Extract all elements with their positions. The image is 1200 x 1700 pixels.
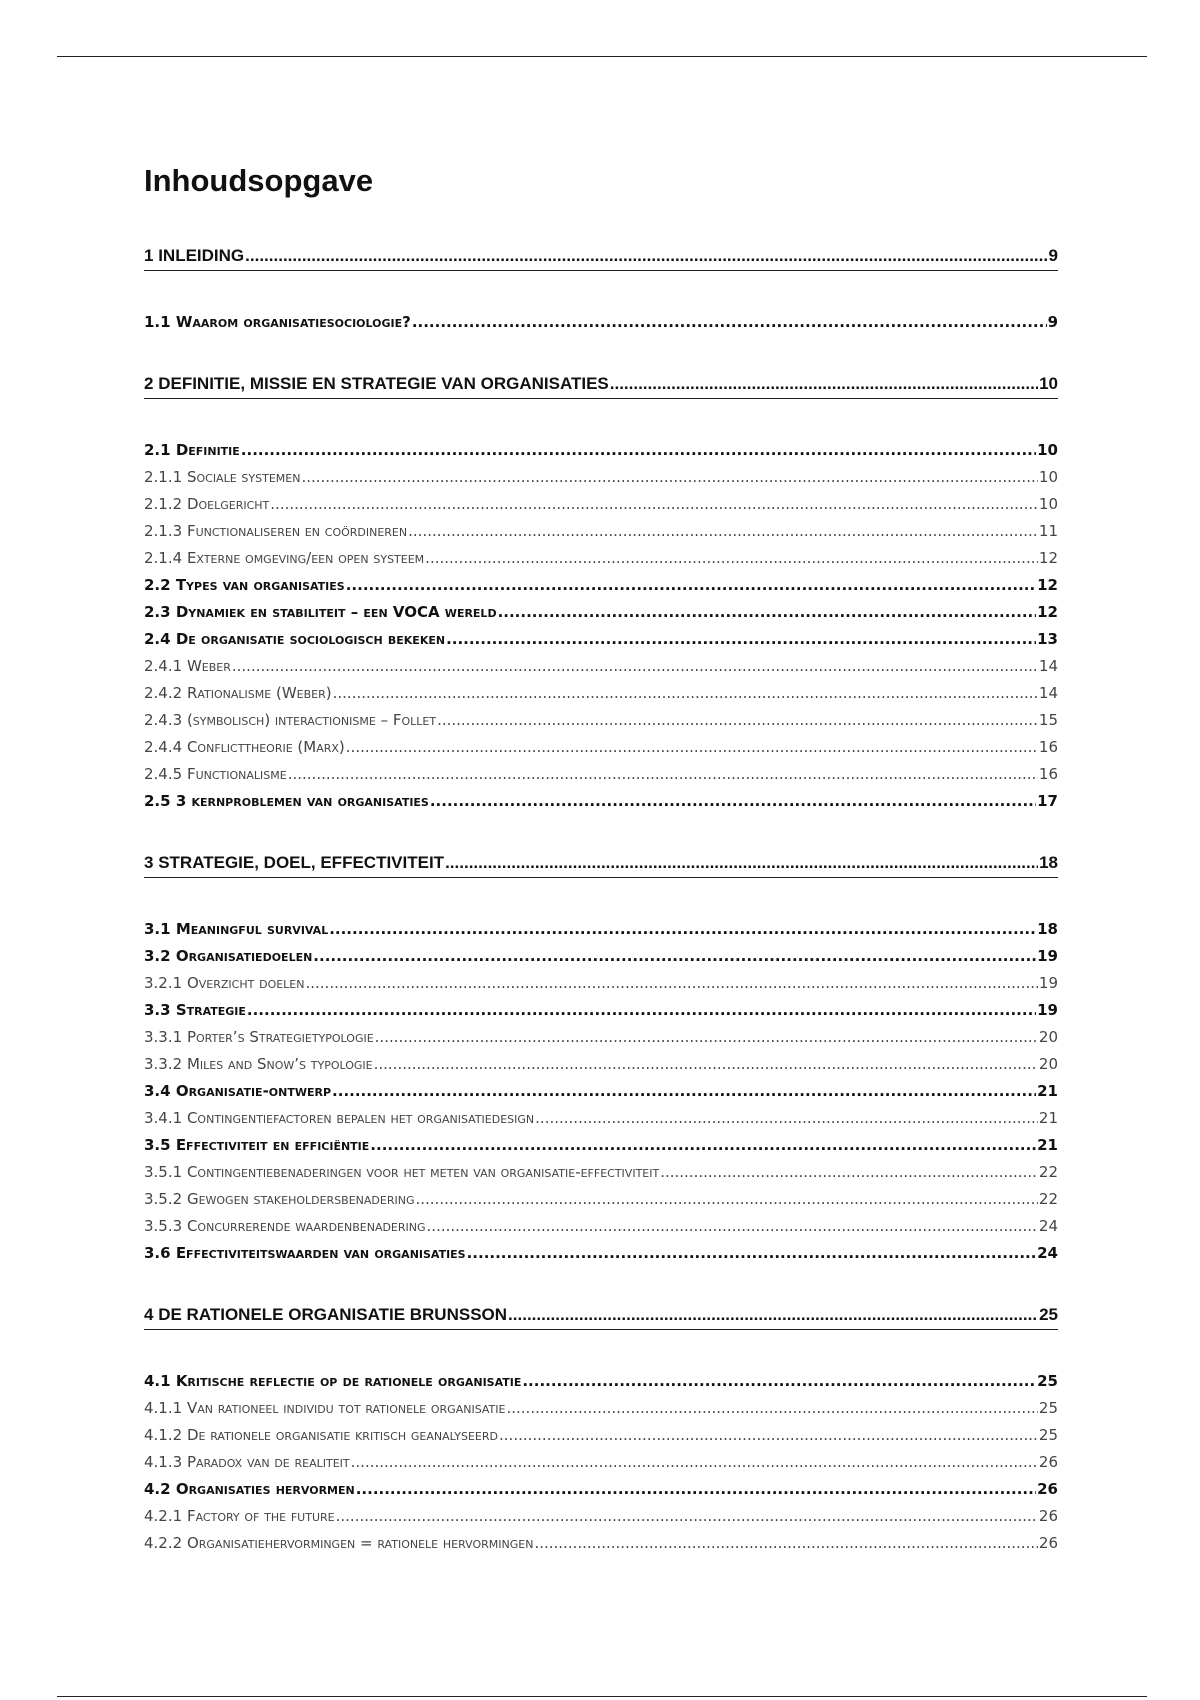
toc-text: Waarom organisatiesociologie?	[175, 313, 411, 331]
toc-text: Meaningful survival	[175, 920, 329, 938]
toc-entry-3-3[interactable]	[144, 997, 1058, 1024]
toc-text: Concurrerende waardenbenadering	[186, 1217, 426, 1235]
dot-leader	[329, 916, 1036, 943]
toc-number: 4.1	[144, 1372, 171, 1390]
dot-leader	[427, 1213, 1038, 1240]
toc-entry-4-1-3[interactable]	[144, 1449, 1058, 1476]
toc-entry-2-4-1[interactable]	[144, 653, 1058, 680]
toc-entry-4-2-1[interactable]	[144, 1503, 1058, 1530]
toc-page-number: 18	[1039, 853, 1058, 872]
toc-entry-3-5-2[interactable]	[144, 1186, 1058, 1213]
dot-leader	[534, 1530, 1037, 1557]
toc-number: 3.3.1	[144, 1028, 183, 1046]
toc-entry-3-6[interactable]	[144, 1240, 1058, 1267]
toc-number: 3	[144, 853, 154, 872]
toc-number: 2.4.3	[144, 711, 183, 729]
toc-entry-3-4-1[interactable]	[144, 1105, 1058, 1132]
toc-number: 3.6	[144, 1244, 171, 1262]
dot-leader	[437, 707, 1038, 734]
dot-leader	[351, 1449, 1038, 1476]
dot-leader	[445, 851, 1038, 875]
toc-text: Functionaliseren en coördineren	[186, 522, 408, 540]
toc-entry-2-1-3[interactable]	[144, 518, 1058, 545]
toc-text: DE RATIONELE ORGANISATIE BRUNSSON	[158, 1305, 508, 1324]
toc-number: 2.1.2	[144, 495, 183, 513]
toc-page-number: 9	[1048, 246, 1058, 265]
dot-leader	[375, 1024, 1038, 1051]
toc-number: 4.2.2	[144, 1534, 183, 1552]
toc-page-number: 12	[1037, 603, 1058, 621]
toc-entry-1-1[interactable]	[144, 309, 1058, 336]
toc-number: 2.4.5	[144, 765, 183, 783]
dot-leader	[610, 372, 1038, 396]
toc-page-number: 9	[1047, 313, 1058, 331]
toc-entry-4-2-2[interactable]	[144, 1530, 1058, 1557]
toc-number: 3.2	[144, 947, 171, 965]
toc-entry-2-1-1[interactable]	[144, 464, 1058, 491]
toc-entry-2-1[interactable]	[144, 437, 1058, 464]
toc-text: Weber	[186, 657, 231, 675]
toc-page-number: 25	[1037, 1372, 1058, 1390]
toc-entry-4-1-1[interactable]	[144, 1395, 1058, 1422]
toc-text: Dynamiek en stabiliteit – een VOCA wereld	[175, 603, 497, 621]
toc-entry-3-1[interactable]	[144, 916, 1058, 943]
toc-entry-3-3-2[interactable]	[144, 1051, 1058, 1078]
toc-number: 3.3	[144, 1001, 171, 1019]
toc-entry-3-2-1[interactable]	[144, 970, 1058, 997]
toc-page-number: 26	[1038, 1507, 1058, 1525]
toc-text: Effectiviteitswaarden van organisaties	[175, 1244, 466, 1262]
toc-page-number: 19	[1037, 947, 1058, 965]
toc-number: 4.1.3	[144, 1453, 183, 1471]
toc-text: INLEIDING	[158, 246, 245, 265]
toc-page-number: 10	[1037, 441, 1058, 459]
toc-page-number: 26	[1037, 1480, 1058, 1498]
toc-number: 3.4.1	[144, 1109, 183, 1127]
dot-leader	[412, 309, 1047, 336]
toc-entry-2-2[interactable]	[144, 572, 1058, 599]
toc-number: 3.5.2	[144, 1190, 183, 1208]
dot-leader	[499, 1422, 1038, 1449]
dot-leader	[288, 761, 1038, 788]
dot-leader	[356, 1476, 1036, 1503]
toc-page-number: 12	[1037, 576, 1058, 594]
toc-text: Rationalisme (Weber)	[186, 684, 332, 702]
toc-page-number: 14	[1038, 657, 1058, 675]
toc-number: 4.2.1	[144, 1507, 183, 1525]
toc-entry-3-5-1[interactable]	[144, 1159, 1058, 1186]
toc-page-number: 10	[1038, 468, 1058, 486]
toc-entry-chapter-2[interactable]	[144, 372, 1058, 399]
toc-entry-3-3-1[interactable]	[144, 1024, 1058, 1051]
toc-page-number: 18	[1037, 920, 1058, 938]
toc-page-number: 25	[1038, 1426, 1058, 1444]
toc-text: Types van organisaties	[175, 576, 345, 594]
dot-leader	[374, 1051, 1038, 1078]
dot-leader	[506, 1395, 1037, 1422]
toc-entry-4-2[interactable]	[144, 1476, 1058, 1503]
toc-page-number: 25	[1038, 1399, 1058, 1417]
dot-leader	[336, 1503, 1038, 1530]
toc-page-number: 24	[1037, 1244, 1058, 1262]
toc-page-number: 22	[1038, 1163, 1058, 1181]
dot-leader	[446, 626, 1036, 653]
toc-page-number: 26	[1038, 1534, 1058, 1552]
toc-number: 2.1.4	[144, 549, 183, 567]
toc-entry-2-5[interactable]	[144, 788, 1058, 815]
dot-leader	[408, 518, 1038, 545]
toc-number: 3.2.1	[144, 974, 183, 992]
toc-text: Factory of the future	[186, 1507, 335, 1525]
toc-number: 2.1.1	[144, 468, 183, 486]
dot-leader	[305, 970, 1037, 997]
toc-page-number: 10	[1038, 495, 1058, 513]
toc-number: 1.1	[144, 313, 171, 331]
toc-text: Organisaties hervormen	[175, 1480, 355, 1498]
toc-entry-chapter-3[interactable]	[144, 851, 1058, 878]
toc-text: De organisatie sociologisch bekeken	[175, 630, 446, 648]
toc-text: (symbolisch) interactionisme – Follet	[186, 711, 437, 729]
toc-page-number: 10	[1039, 374, 1058, 393]
table-of-contents	[144, 244, 1058, 1557]
dot-leader	[346, 572, 1036, 599]
toc-text: Functionalisme	[186, 765, 287, 783]
toc-number: 2.4.4	[144, 738, 183, 756]
toc-page-number: 19	[1037, 1001, 1058, 1019]
toc-text: Doelgericht	[186, 495, 270, 513]
toc-page-number: 20	[1038, 1055, 1058, 1073]
toc-page-number: 16	[1038, 738, 1058, 756]
toc-text: Contingentiebenaderingen voor het meten van organisatie-effectiviteit	[186, 1163, 660, 1181]
toc-number: 4	[144, 1305, 154, 1324]
toc-page-number: 25	[1039, 1305, 1058, 1324]
toc-text: STRATEGIE, DOEL, EFFECTIVITEIT	[158, 853, 445, 872]
toc-text: Organisatie-ontwerp	[175, 1082, 332, 1100]
dot-leader	[232, 653, 1038, 680]
toc-text: Paradox van de realiteit	[186, 1453, 350, 1471]
toc-page-number: 13	[1037, 630, 1058, 648]
dot-leader	[522, 1368, 1036, 1395]
toc-page-number: 11	[1038, 522, 1058, 540]
dot-leader	[467, 1240, 1037, 1267]
toc-text: De rationele organisatie kritisch geanalyseerd	[186, 1426, 499, 1444]
dot-leader	[370, 1132, 1036, 1159]
toc-number: 4.1.2	[144, 1426, 183, 1444]
toc-number: 4.1.1	[144, 1399, 183, 1417]
toc-page-number: 12	[1038, 549, 1058, 567]
toc-entry-2-1-2[interactable]	[144, 491, 1058, 518]
toc-text: Kritische reflectie op de rationele organisatie	[175, 1372, 522, 1390]
dot-leader	[245, 244, 1047, 268]
toc-text: DEFINITIE, MISSIE EN STRATEGIE VAN ORGANISATIES	[158, 374, 609, 393]
toc-text: Gewogen stakeholdersbenadering	[186, 1190, 415, 1208]
toc-page-number: 21	[1038, 1109, 1058, 1127]
toc-number: 2.4.2	[144, 684, 183, 702]
toc-entry-chapter-4[interactable]	[144, 1303, 1058, 1330]
dot-leader	[346, 734, 1038, 761]
toc-page-number: 14	[1038, 684, 1058, 702]
toc-text: Definitie	[175, 441, 240, 459]
toc-entry-2-3[interactable]	[144, 599, 1058, 626]
toc-text: 3 kernproblemen van organisaties	[175, 792, 429, 810]
toc-number: 3.3.2	[144, 1055, 183, 1073]
toc-entry-2-1-4[interactable]	[144, 545, 1058, 572]
toc-entry-4-1-2[interactable]	[144, 1422, 1058, 1449]
toc-page-number: 16	[1038, 765, 1058, 783]
toc-number: 2.3	[144, 603, 171, 621]
dot-leader	[301, 464, 1037, 491]
toc-page-number: 19	[1038, 974, 1058, 992]
toc-text: Conflicttheorie (Marx)	[186, 738, 345, 756]
toc-text: Porter’s Strategietypologie	[186, 1028, 374, 1046]
toc-page-number: 26	[1038, 1453, 1058, 1471]
dot-leader	[241, 437, 1036, 464]
toc-text: Contingentiefactoren bepalen het organisatiedesign	[186, 1109, 535, 1127]
toc-text: Overzicht doelen	[186, 974, 305, 992]
toc-text: Effectiviteit en efficiëntie	[175, 1136, 370, 1154]
toc-entry-2-4-4[interactable]	[144, 734, 1058, 761]
dot-leader	[535, 1105, 1038, 1132]
dot-leader	[660, 1159, 1038, 1186]
toc-entry-4-1[interactable]	[144, 1368, 1058, 1395]
toc-entry-2-4-3[interactable]	[144, 707, 1058, 734]
toc-number: 2.4.1	[144, 657, 183, 675]
toc-entry-2-4-2[interactable]	[144, 680, 1058, 707]
toc-text: Strategie	[175, 1001, 246, 1019]
toc-page-number: 22	[1038, 1190, 1058, 1208]
toc-entry-3-5-3[interactable]	[144, 1213, 1058, 1240]
dot-leader	[425, 545, 1038, 572]
toc-number: 3.5.3	[144, 1217, 183, 1235]
toc-text: Externe omgeving/een open systeem	[186, 549, 425, 567]
toc-number: 2.1	[144, 441, 171, 459]
toc-number: 1	[144, 246, 154, 265]
toc-number: 3.5.1	[144, 1163, 183, 1181]
page-title: Inhoudsopgave	[144, 163, 374, 198]
dot-leader	[430, 788, 1036, 815]
toc-number: 3.4	[144, 1082, 171, 1100]
toc-number: 3.5	[144, 1136, 171, 1154]
dot-leader	[313, 943, 1036, 970]
toc-number: 2	[144, 374, 154, 393]
toc-page-number: 15	[1038, 711, 1058, 729]
toc-entry-3-5[interactable]	[144, 1132, 1058, 1159]
dot-leader	[270, 491, 1038, 518]
toc-number: 2.1.3	[144, 522, 183, 540]
toc-entry-2-4[interactable]	[144, 626, 1058, 653]
toc-text: Organisatiehervormingen = rationele hervormingen	[186, 1534, 534, 1552]
toc-page-number: 17	[1037, 792, 1058, 810]
toc-text: Van rationeel individu tot rationele organisatie	[186, 1399, 506, 1417]
toc-entry-3-2[interactable]	[144, 943, 1058, 970]
toc-entry-2-4-5[interactable]	[144, 761, 1058, 788]
toc-page-number: 24	[1038, 1217, 1058, 1235]
dot-leader	[332, 1078, 1036, 1105]
toc-page-number: 20	[1038, 1028, 1058, 1046]
toc-text: Organisatiedoelen	[175, 947, 313, 965]
toc-number: 2.2	[144, 576, 171, 594]
dot-leader	[247, 997, 1036, 1024]
dot-leader	[415, 1186, 1037, 1213]
dot-leader	[333, 680, 1038, 707]
toc-number: 2.5	[144, 792, 171, 810]
toc-entry-3-4[interactable]	[144, 1078, 1058, 1105]
dot-leader	[498, 599, 1037, 626]
toc-number: 3.1	[144, 920, 171, 938]
toc-page-number: 21	[1037, 1136, 1058, 1154]
footer-rule	[57, 1696, 1147, 1697]
toc-text: Sociale systemen	[186, 468, 301, 486]
toc-number: 4.2	[144, 1480, 171, 1498]
toc-text: Miles and Snow’s typologie	[186, 1055, 373, 1073]
dot-leader	[508, 1303, 1038, 1327]
toc-page-number: 21	[1037, 1082, 1058, 1100]
toc-entry-chapter-1[interactable]	[144, 244, 1058, 271]
toc-number: 2.4	[144, 630, 171, 648]
header-rule	[57, 56, 1147, 57]
